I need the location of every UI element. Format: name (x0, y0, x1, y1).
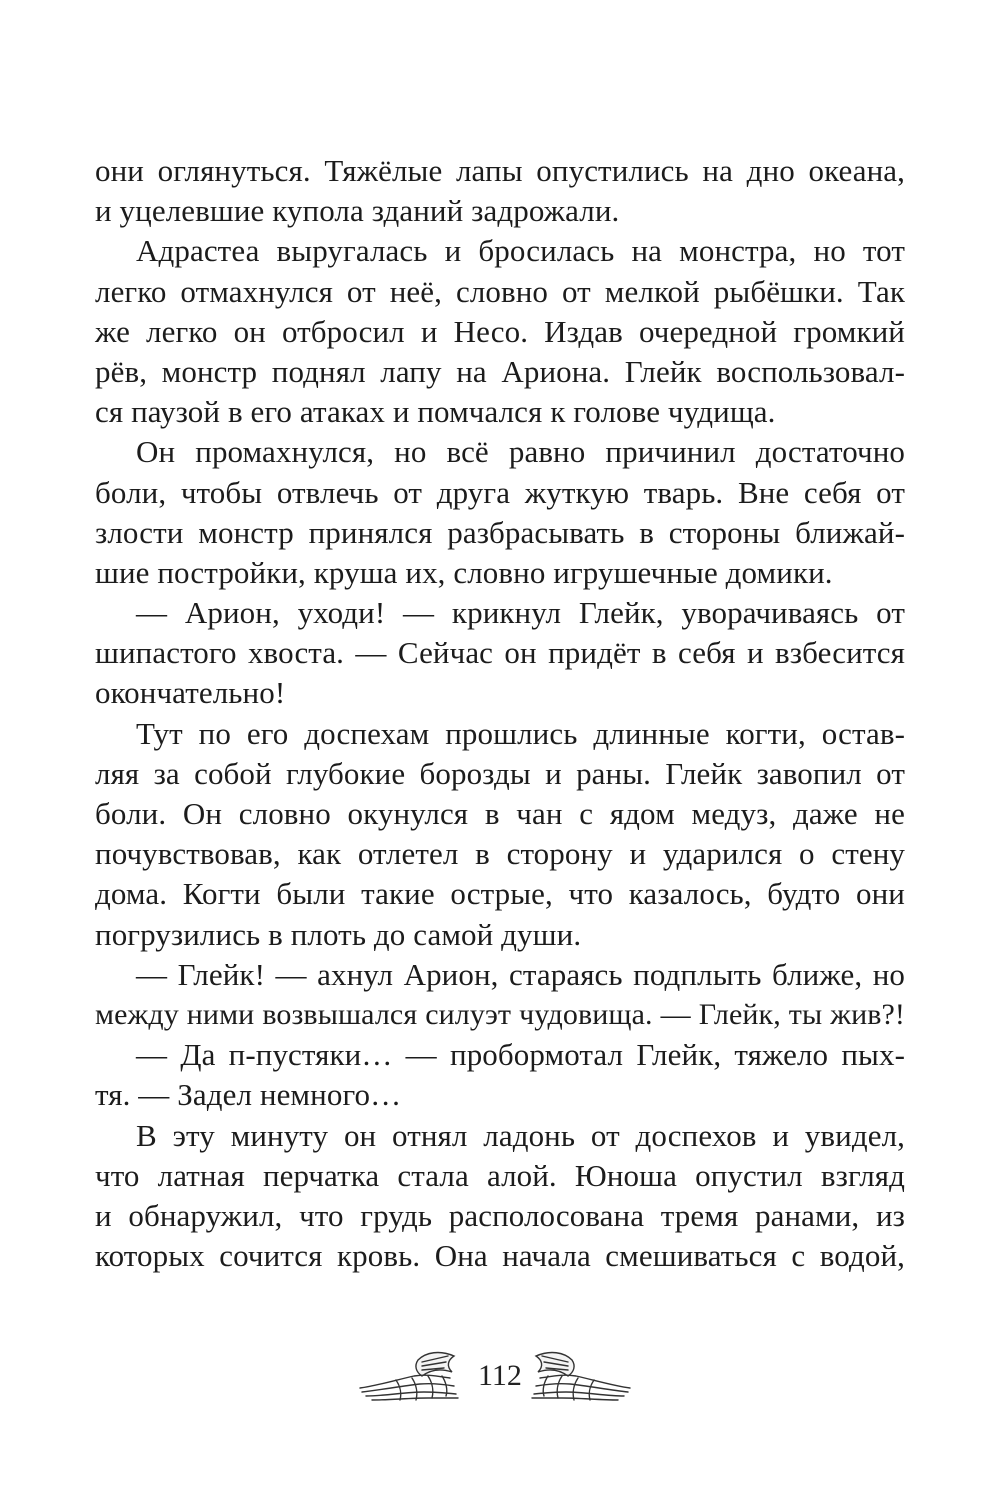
text-line: легко отмахнулся от неё, словно от мелкой рыбёшки. Так (95, 273, 905, 309)
text-line: которых сочится кровь. Она начала смешиваться с водой, (95, 1238, 905, 1274)
text-line: между ними возвышался силуэт чудовища. — Глейк, ты жив?! (95, 997, 905, 1031)
text-line: — Арион, уходи! — крикнул Глейк, уворачиваясь от (136, 595, 905, 631)
text-line: Адрастеа выругалась и бросилась на монстра, но тот (136, 233, 905, 269)
text-line: и уцелевшие купола зданий задрожали. (95, 193, 620, 229)
seashell-ornament-right-icon (524, 1346, 634, 1404)
text-line: что латная перчатка стала алой. Юноша опустил взгляд (95, 1157, 905, 1193)
page-body (95, 151, 905, 1276)
text-line: же легко он отбросил и Несо. Издав очередной громкий (95, 313, 905, 349)
text-line: Тут по его доспехам прошлись длинные когти, остав- (136, 715, 905, 751)
page-number: 112 (478, 1359, 522, 1392)
text-line: дома. Когти были такие острые, что казалось, будто они (95, 876, 905, 912)
seashell-ornament-left-icon (356, 1346, 466, 1404)
text-line: В эту минуту он отнял ладонь от доспехов и увидел, (136, 1117, 905, 1153)
text-line: тя. — Задел немного… (95, 1077, 402, 1113)
text-line: боли. Он словно окунулся в чан с ядом медуз, даже не (95, 796, 905, 831)
text-line: они оглянуться. Тяжёлые лапы опустились на дно океана, (95, 153, 905, 188)
text-line: — Да п-пустяки… — пробормотал Глейк, тяжело пых- (136, 1037, 905, 1073)
text-line: и обнаружил, что грудь располосована тремя ранами, из (95, 1197, 905, 1233)
text-line: шие постройки, круша их, словно игрушечные домики. (95, 554, 833, 590)
text-line: шипастого хвоста. — Сейчас он придёт в себя и взбесится (95, 635, 905, 671)
text-line: погрузились в плоть до самой души. (95, 916, 582, 952)
text-line: окончательно! (95, 675, 286, 711)
text-line: — Глейк! — ахнул Арион, стараясь подплыть ближе, но (136, 956, 905, 992)
text-line: ся паузой в его атаках и помчался к голове чудища. (95, 394, 776, 430)
text-line: Он промахнулся, но всё равно причинил достаточно (136, 434, 905, 470)
text-line: ляя за собой глубокие борозды и раны. Глейк завопил от (95, 755, 905, 791)
text-line: рёв, монстр поднял лапу на Ариона. Глейк воспользовал- (95, 353, 905, 389)
text-line: злости монстр принялся разбрасывать в стороны ближай- (95, 514, 905, 550)
text-line: боли, чтобы отвлечь от друга жуткую тварь. Вне себя от (95, 474, 905, 510)
page-footer (0, 1340, 1000, 1420)
text-line: почувствовав, как отлетел в сторону и ударился о стену (95, 836, 905, 872)
